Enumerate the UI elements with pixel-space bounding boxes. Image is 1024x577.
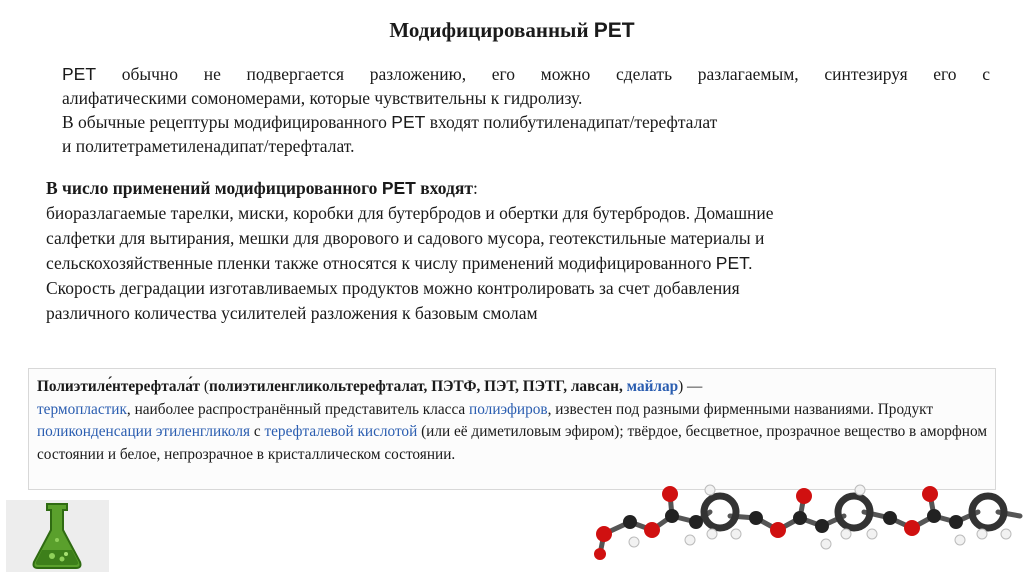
definition-text-3: с	[250, 423, 265, 440]
applications-heading-a: В число применений модифицированного	[46, 178, 382, 198]
definition-paren-close: ) —	[678, 378, 703, 395]
slide-title	[0, 18, 1024, 43]
slide-title-text: Модифицированный	[389, 18, 589, 42]
intro-line-3a: В обычные рецептуры модифицированного	[62, 112, 392, 132]
definition-paren-open: (	[200, 378, 209, 395]
link-terephthalic-acid[interactable]: терефталевой кислотой	[264, 423, 418, 440]
intro-paragraph	[62, 62, 990, 158]
intro-line-4: и политетраметиленадипат/терефталат.	[62, 136, 355, 156]
applications-line-4: Скорость деградации изготавливаемых продуктов можно контролировать за счет добавления	[46, 278, 740, 298]
definition-text-1: , наиболее распространённый представитель класса	[126, 400, 470, 418]
link-ethylene-glycol[interactable]: этиленгликоля	[155, 423, 250, 440]
intro-pet-1: PET	[62, 64, 97, 84]
intro-pet-2: PET	[391, 112, 426, 132]
applications-heading	[46, 178, 473, 198]
pet-molecule-model	[590, 482, 1024, 576]
link-polycondensation[interactable]: поликонденсации	[37, 423, 153, 440]
intro-line-1-rest: обычно не подвергается разложению, его можно сделать разлагаемым, синтезируя его с	[96, 64, 990, 84]
applications-line-3-pet: PET.	[715, 253, 753, 273]
flask-logo	[6, 500, 109, 572]
intro-line-3b: входят полибутиленадипат/терефталат	[425, 112, 718, 132]
link-thermoplastic[interactable]: термопластик	[37, 400, 127, 418]
applications-heading-colon: :	[472, 178, 478, 198]
applications-line-1: биоразлагаемые тарелки, миски, коробки для бутербродов и обертки для бутербродов. Домашние	[46, 203, 774, 223]
flask-icon	[6, 500, 109, 572]
applications-line-2: салфетки для вытирания, мешки для дворового и садового мусора, геотекстильные материалы и	[46, 228, 765, 248]
applications-heading-pet: PET	[381, 178, 416, 198]
definition-text-2: , известен под разными фирменными названиями. Продукт	[547, 400, 934, 418]
intro-line-1	[62, 62, 990, 86]
applications-heading-b: входят	[415, 178, 473, 198]
definition-term: Полиэтиле́нтерефтала́т	[37, 378, 201, 395]
applications-line-3: сельскохозяйственные пленки также относятся к числу применений модифицированного	[46, 253, 716, 273]
definition-text-4: (или её диметиловым эфиром); твёрдое, бесцветное, прозрачное вещество в аморфном состоянии и белое, непрозрачное в кристаллическом состоянии.	[37, 423, 987, 463]
definition-comma: ,	[618, 378, 627, 395]
link-polyesters[interactable]: полиэфиров	[469, 400, 548, 418]
applications-paragraph	[46, 176, 966, 326]
wiki-definition-box	[28, 368, 996, 490]
link-mylar[interactable]: майлар	[626, 378, 679, 395]
intro-line-2: алифатическими сомономерами, которые чувствительны к гидролизу.	[62, 88, 583, 108]
applications-line-5: различного количества усилителей разложения к базовым смолам	[46, 303, 538, 323]
definition-aliases: полиэтиленгликольтерефталат, ПЭТФ, ПЭТ, ПЭТГ, лавсан	[209, 378, 619, 395]
slide-title-pet: PET	[593, 19, 635, 42]
